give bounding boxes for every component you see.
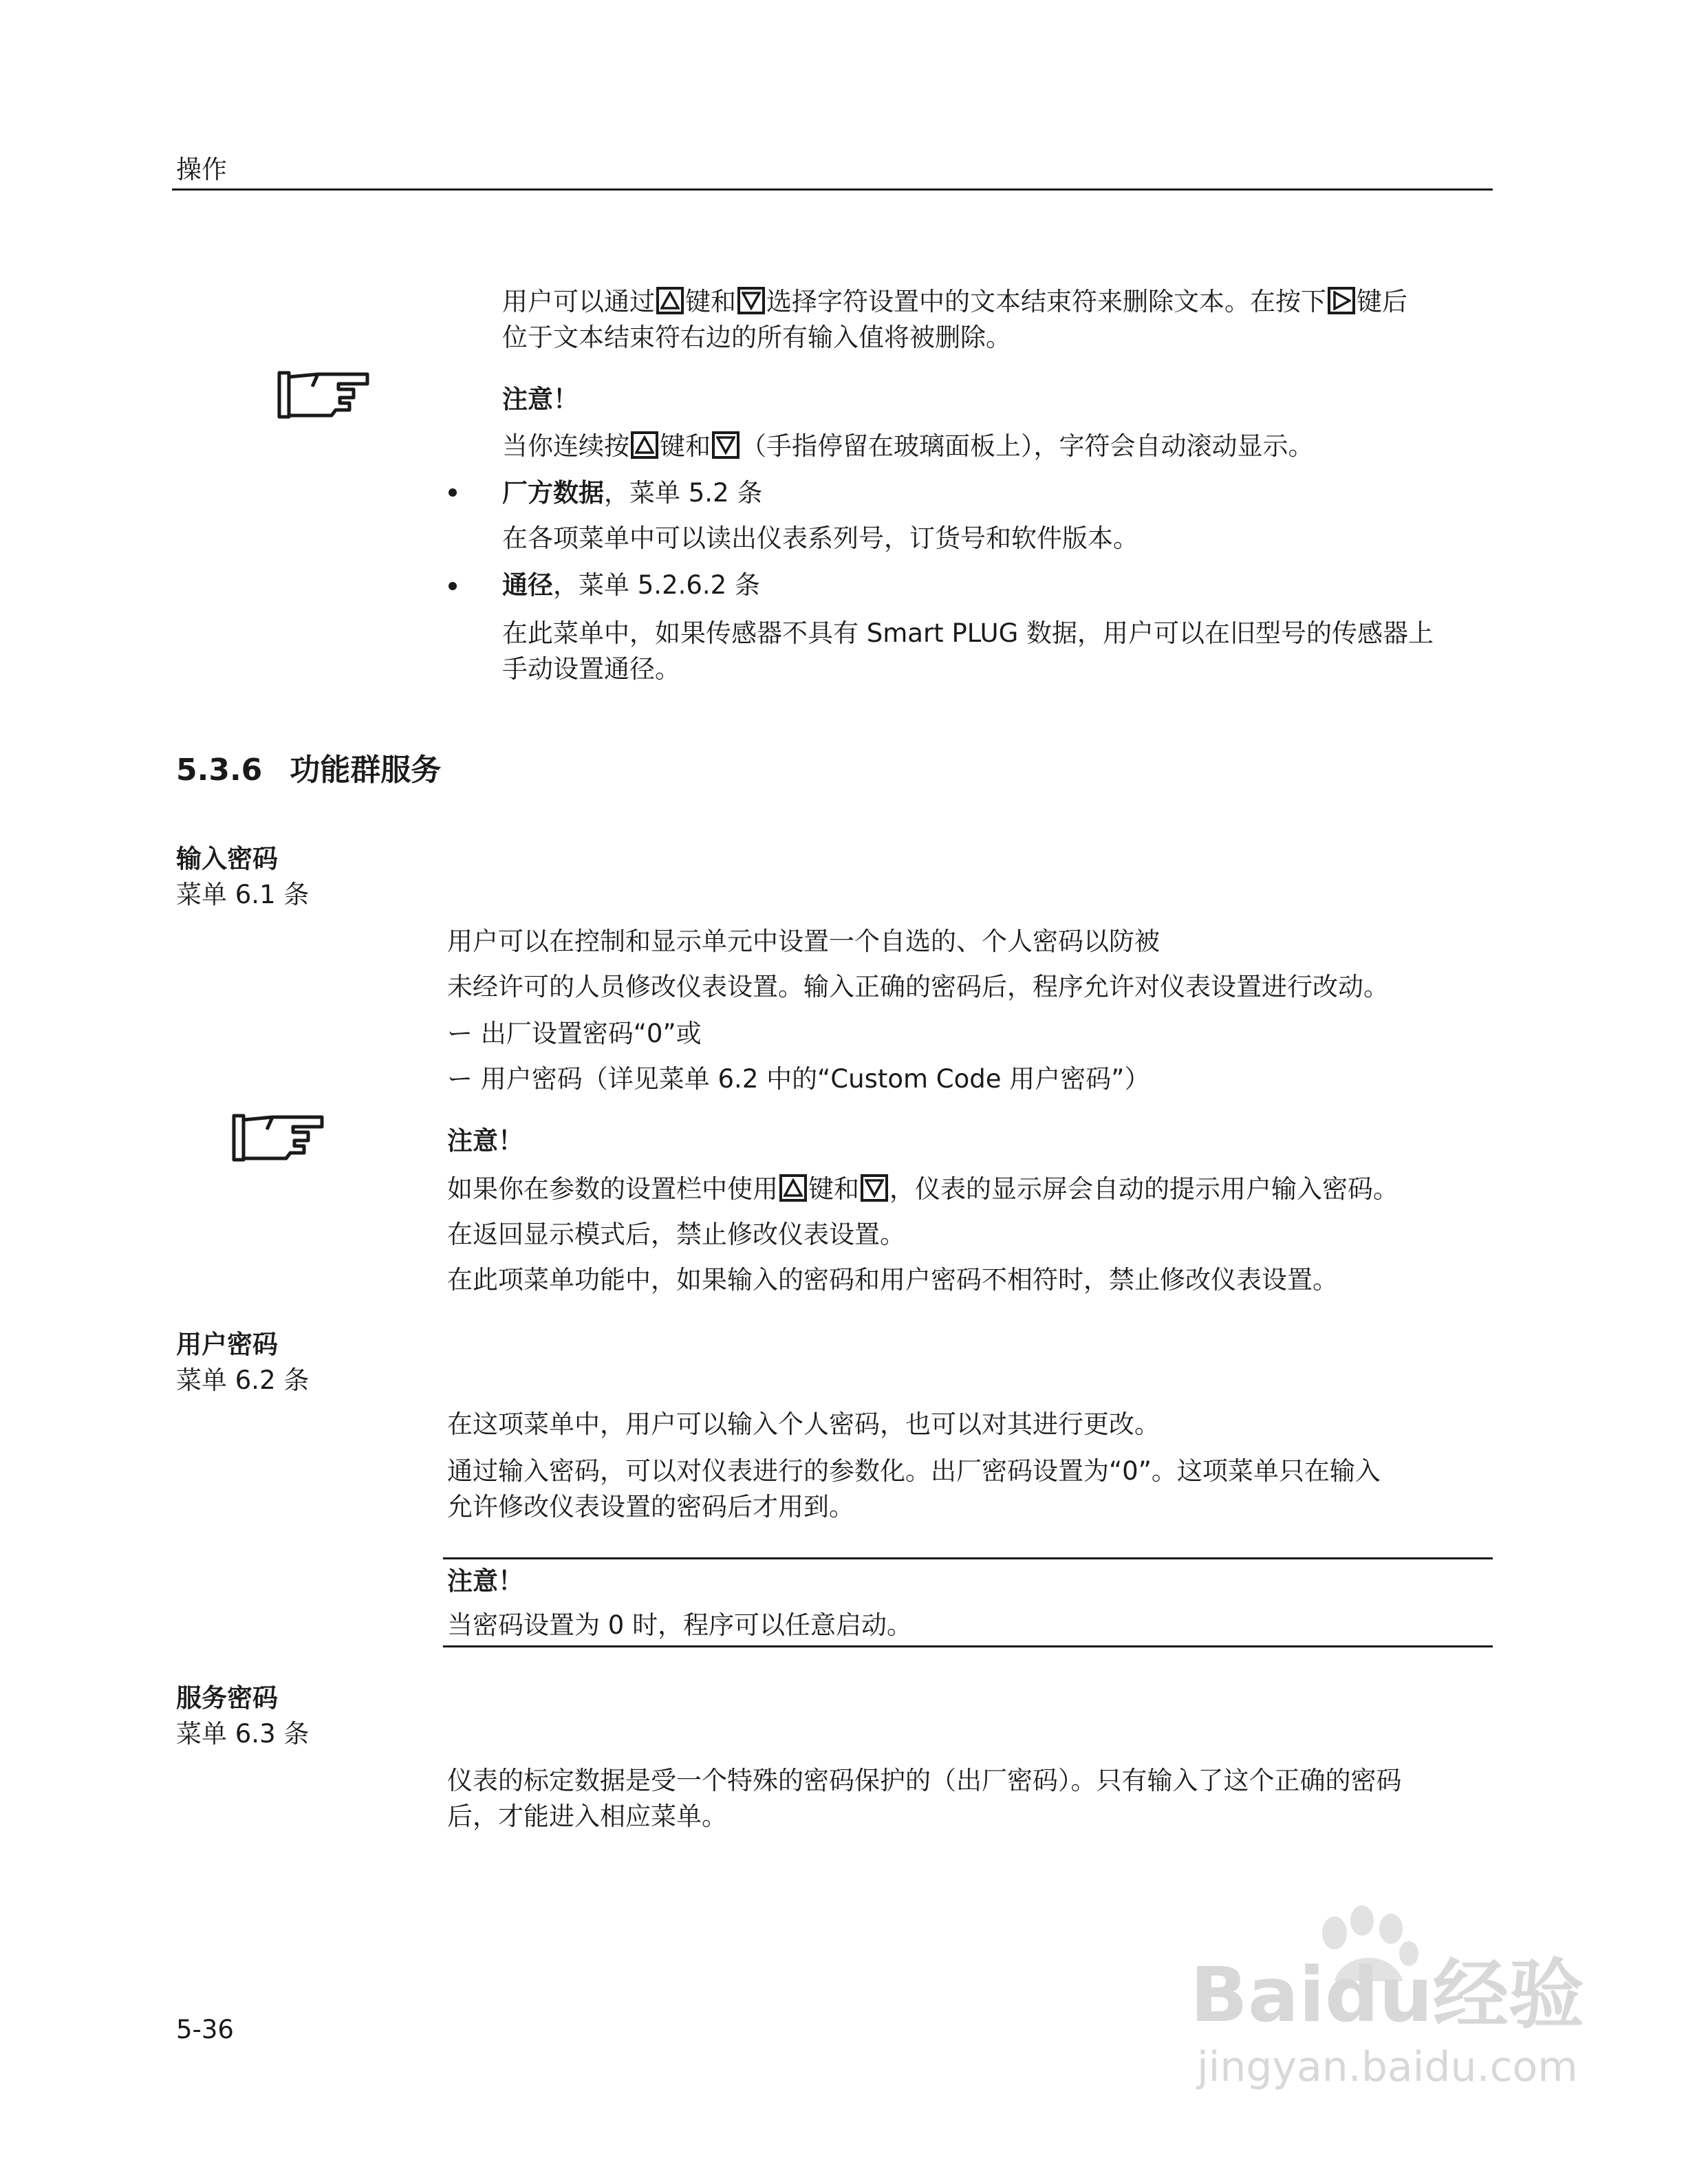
- text-fragment: 键和: [660, 431, 711, 461]
- user-code-menu: 菜单 6.2 条: [176, 1365, 310, 1395]
- watermark-url: jingyan.baidu.com: [1197, 2043, 1578, 2091]
- user-code-note-text: 当密码设置为 0 时，程序可以任意启动。: [447, 1610, 913, 1640]
- right-key-icon: [1328, 287, 1355, 314]
- service-code-line2: 后，才能进入相应菜单。: [447, 1802, 727, 1831]
- bullet-nominal-diameter-line2: 手动设置通径。: [502, 654, 680, 684]
- section-number: 5.3.6: [176, 753, 263, 788]
- note-title: 注意！: [447, 1126, 523, 1156]
- enter-code-label: 输入密码: [176, 844, 278, 874]
- down-key-icon: [861, 1174, 888, 1202]
- bullet-menu-ref: ，菜单 5.2.6.2 条: [553, 570, 760, 600]
- header-section-title: 操作: [176, 155, 227, 184]
- paragraph-delete-text: [502, 285, 1407, 319]
- text-fragment: （手指停留在玻璃面板上），字符会自动滚动显示。: [741, 431, 1314, 461]
- bullet-menu-ref: ，菜单 5.2 条: [604, 478, 763, 508]
- page-number: 5-36: [176, 2015, 234, 2044]
- user-code-line2: 通过输入密码，可以对仪表进行的参数化。出厂密码设置为“0”。这项菜单只在输入: [447, 1456, 1381, 1486]
- text-fragment: 如果你在参数的设置栏中使用: [447, 1174, 778, 1204]
- bullet-dot: [449, 582, 457, 590]
- enter-code-item2: ー 用户密码（详见菜单 6.2 中的“Custom Code 用户密码”）: [447, 1064, 1150, 1094]
- enter-code-line1: 用户可以在控制和显示单元中设置一个自选的、个人密码以防被: [447, 927, 1160, 956]
- note-title: 注意！: [502, 385, 579, 414]
- section-title: 功能群服务: [290, 753, 442, 788]
- enter-code-menu: 菜单 6.1 条: [176, 880, 310, 909]
- note-text-mismatch: 在此项菜单功能中，如果输入的密码和用户密码不相符时，禁止修改仪表设置。: [447, 1265, 1338, 1295]
- text-fragment: 键后: [1357, 287, 1407, 316]
- text-fragment: 用户可以通过: [502, 287, 655, 316]
- user-code-line1: 在这项菜单中，用户可以输入个人密码，也可以对其进行更改。: [447, 1409, 1160, 1439]
- note-title: 注意！: [447, 1566, 523, 1596]
- note-text-scrolling: [502, 429, 1314, 464]
- down-key-icon: [712, 431, 740, 459]
- down-key-icon: [737, 287, 765, 314]
- paragraph-delete-text-line2: 位于文本结束符右边的所有输入值将被删除。: [502, 323, 1011, 352]
- note-text-prompt: [447, 1172, 1399, 1207]
- enter-code-line2: 未经许可的人员修改仪表设置。输入正确的密码后，程序允许对仪表设置进行改动。: [447, 972, 1389, 1002]
- bullet-nominal-diameter-line1: 在此菜单中，如果传感器不具有 Smart PLUG 数据，用户可以在旧型号的传感器上: [502, 618, 1434, 648]
- text-fragment: ，仪表的显示屏会自动的提示用户输入密码。: [889, 1174, 1399, 1204]
- text-fragment: 键和: [685, 287, 736, 316]
- section-heading: [176, 750, 441, 791]
- text-fragment: 键和: [808, 1174, 859, 1204]
- service-code-label: 服务密码: [176, 1683, 278, 1713]
- user-code-line3: 允许修改仪表设置的密码后才用到。: [447, 1492, 854, 1522]
- up-key-icon: [779, 1174, 807, 1202]
- user-code-label: 用户密码: [176, 1330, 278, 1359]
- note-box-top-rule: [443, 1557, 1493, 1559]
- note-text-display-mode: 在返回显示模式后，禁止修改仪表设置。: [447, 1220, 905, 1249]
- watermark-logo: Baidu经验: [1190, 1951, 1584, 2039]
- service-code-menu: 菜单 6.3 条: [176, 1719, 310, 1749]
- bullet-bold-label: 厂方数据: [502, 478, 604, 508]
- text-fragment: 当你连续按: [502, 431, 629, 461]
- bullet-bold-label: 通径: [502, 570, 553, 600]
- bullet-dot: [449, 488, 457, 497]
- bullet-nominal-diameter: [502, 568, 760, 603]
- enter-code-item1: ー 出厂设置密码“0”或: [447, 1019, 702, 1048]
- up-key-icon: [656, 287, 684, 314]
- bullet-factory-data-text: 在各项菜单中可以读出仪表系列号，订货号和软件版本。: [502, 523, 1138, 553]
- pointing-hand-icon: [277, 367, 380, 422]
- note-box-bottom-rule: [443, 1645, 1493, 1647]
- text-fragment: 选择字符设置中的文本结束符来删除文本。在按下: [766, 287, 1326, 316]
- header-rule: [172, 188, 1493, 191]
- bullet-factory-data: [502, 476, 762, 510]
- pointing-hand-icon: [231, 1110, 334, 1165]
- up-key-icon: [631, 431, 658, 459]
- service-code-line1: 仪表的标定数据是受一个特殊的密码保护的（出厂密码）。只有输入了这个正确的密码: [447, 1766, 1402, 1795]
